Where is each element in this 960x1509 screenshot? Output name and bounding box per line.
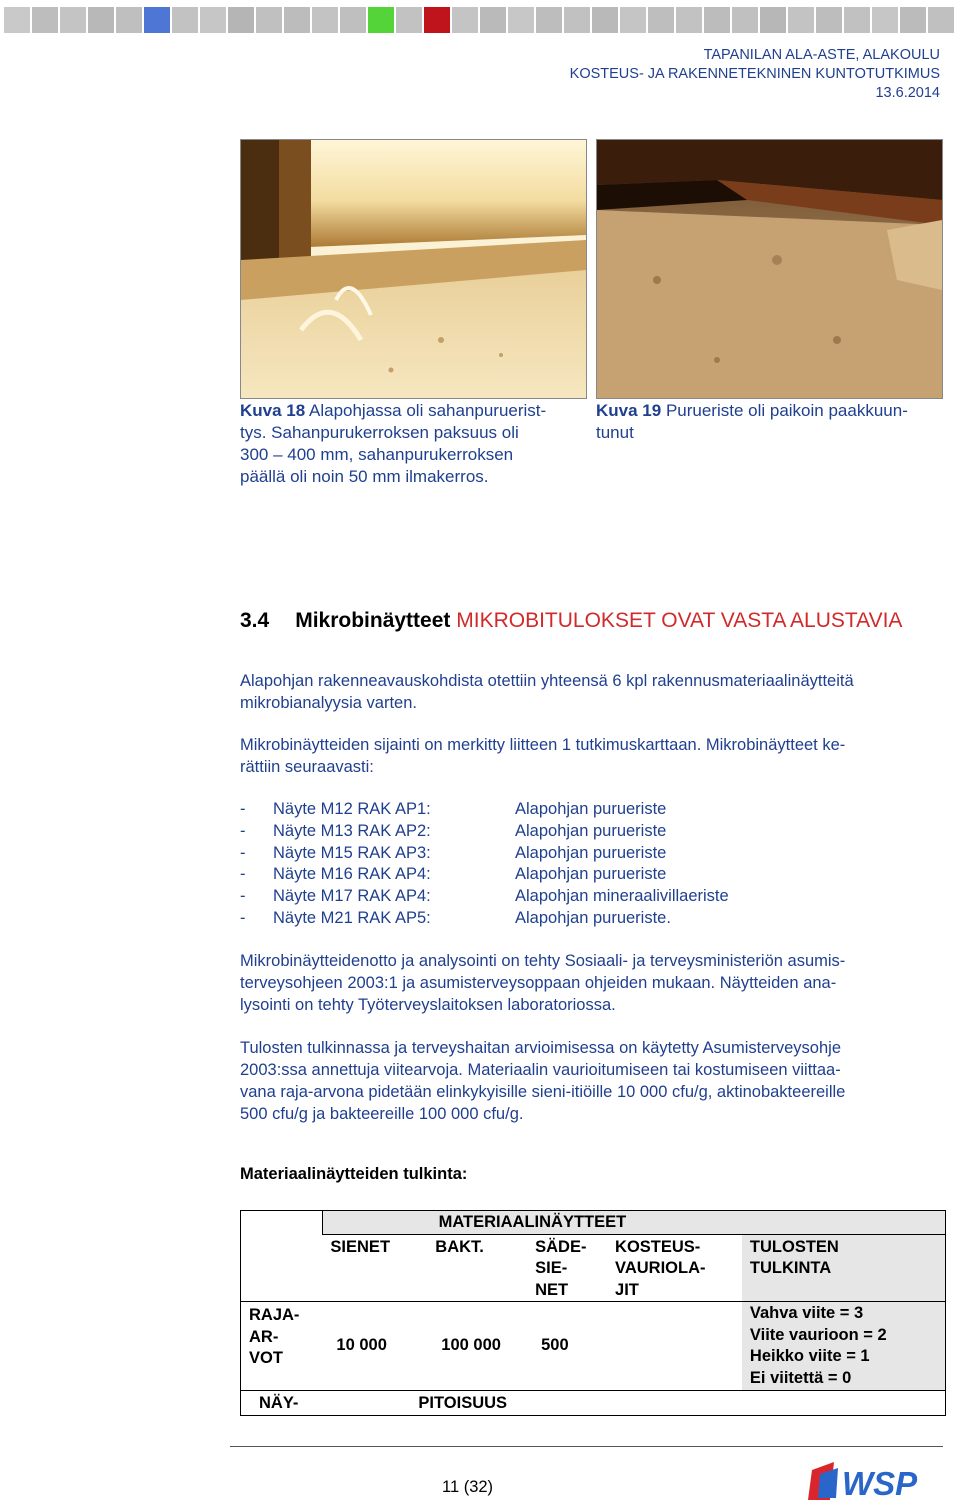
color-square	[228, 7, 254, 33]
list-item	[240, 821, 940, 843]
color-square	[900, 7, 926, 33]
table-row	[241, 1211, 946, 1235]
color-square	[872, 7, 898, 33]
sample-list	[240, 799, 940, 930]
sample-material: Alapohjan mineraalivillaeriste	[515, 887, 729, 906]
col-kosteus-line: JIT	[615, 1280, 639, 1299]
paragraph-line: rättiin seuraavasti:	[240, 758, 374, 776]
document-header	[570, 46, 940, 103]
figure-19-text-line-1: Purueriste oli paikoin paakkuun-	[665, 401, 908, 420]
list-dash: -	[240, 800, 246, 818]
figure-18-caption	[240, 400, 585, 488]
sample-label: Näyte M15 RAK AP3:	[273, 843, 431, 862]
row-nay: NÄY-	[241, 1391, 323, 1416]
table-cell	[607, 1302, 742, 1391]
raja-sade: 500	[527, 1302, 607, 1391]
col-sienet: SIENET	[330, 1237, 391, 1256]
interpretation-line: Viite vaurioon = 2	[749, 1325, 887, 1344]
list-item	[240, 864, 940, 886]
color-square	[732, 7, 758, 33]
raja-sienet: 10 000	[322, 1302, 427, 1391]
sample-material: Alapohjan purueriste.	[515, 908, 671, 927]
material-interpretation-table	[240, 1210, 946, 1416]
paragraph-line: vana raja-arvona pidetään elinkykyisille sieni-itiöille 10 000 cfu/g, aktinobakteereille	[240, 1083, 846, 1101]
sample-label: Näyte M13 RAK AP2:	[273, 821, 431, 840]
col-kosteus-line: VAURIOLA-	[615, 1259, 706, 1277]
row-raja	[241, 1302, 323, 1391]
color-square	[144, 7, 170, 33]
list-item	[240, 886, 940, 908]
footer-rule	[230, 1446, 943, 1447]
list-item	[240, 908, 940, 930]
paragraph-line: Alapohjan rakenneavauskohdista otettiin yhteensä 6 kpl rakennusmateriaalinäytteitä	[240, 672, 854, 690]
sample-material: Alapohjan purueriste	[515, 800, 667, 818]
row-raja-line: RAJA-	[249, 1306, 300, 1324]
col-kosteus	[607, 1234, 742, 1302]
interpretation-line: Ei viitettä = 0	[749, 1368, 852, 1387]
table-cell	[241, 1234, 323, 1302]
list-item	[240, 799, 940, 821]
col-sade	[527, 1234, 607, 1302]
sample-material: Alapohjan purueriste	[515, 865, 667, 884]
color-square	[256, 7, 282, 33]
figure-18-label: Kuva 18	[240, 401, 306, 420]
paragraph-line: 500 cfu/g ja bakteereille 100 000 cfu/g.	[240, 1105, 524, 1123]
paragraph-sample-locations	[240, 734, 945, 778]
table-subheading: Materiaalinäytteiden tulkinta:	[240, 1165, 468, 1183]
col-tulosten-line: TULOSTEN	[749, 1237, 839, 1256]
paragraph-line: Tulosten tulkinnassa ja terveyshaitan arvioimisessa on käytetty Asumisterveysohje	[240, 1039, 842, 1057]
section-warning: MIKROBITULOKSET OVAT VASTA ALUSTAVIA	[456, 609, 903, 632]
row-raja-line: VOT	[249, 1349, 283, 1367]
list-dash: -	[240, 887, 246, 906]
table-row	[241, 1234, 946, 1302]
color-square	[760, 7, 786, 33]
top-color-strip	[0, 0, 960, 40]
paragraph-line: lysointi on tehty Työterveyslaitoksen laboratoriossa.	[240, 996, 616, 1014]
color-square	[116, 7, 142, 33]
header-project: TAPANILAN ALA-ASTE, ALAKOULU	[703, 47, 940, 63]
color-square	[284, 7, 310, 33]
table-cell	[241, 1211, 323, 1235]
color-square	[788, 7, 814, 33]
table-header-materials: MATERIAALINÄYTTEET	[322, 1211, 741, 1235]
color-square	[368, 7, 394, 33]
raja-bakt: 100 000	[427, 1302, 527, 1391]
table-row	[241, 1391, 946, 1416]
paragraph-line: 2003:ssa annettuja viitearvoja. Materiaalin vaurioitumiseen tai kostumiseen viittaa-	[240, 1061, 841, 1079]
color-square	[340, 7, 366, 33]
sample-label: Näyte M21 RAK AP5:	[273, 908, 431, 927]
figure-19-label: Kuva 19	[596, 401, 662, 420]
list-dash: -	[240, 843, 246, 862]
col-tulosten	[742, 1234, 946, 1302]
sample-material: Alapohjan purueriste	[515, 843, 667, 862]
paragraph-samples-taken	[240, 670, 945, 714]
section-number: 3.4	[240, 609, 270, 632]
table-cell	[742, 1391, 946, 1416]
color-square	[424, 7, 450, 33]
color-square	[928, 7, 954, 33]
paragraph-line: Mikrobinäytteiden sijainti on merkitty liitteen 1 tutkimuskarttaan. Mikrobinäytteet ke-	[240, 736, 846, 754]
color-square	[200, 7, 226, 33]
color-square	[676, 7, 702, 33]
sample-label: Näyte M17 RAK AP4:	[273, 887, 431, 906]
list-dash: -	[240, 821, 246, 840]
col-bakt: BAKT.	[435, 1237, 484, 1256]
col-kosteus-line: KOSTEUS-	[615, 1237, 701, 1256]
figure-18-text-line-3: 300 – 400 mm, sahanpurukerroksen	[240, 445, 514, 464]
figure-19-text-line-2: tunut	[596, 423, 634, 442]
color-square	[480, 7, 506, 33]
color-square	[396, 7, 422, 33]
header-date: 13.6.2014	[875, 85, 940, 101]
photo-compacted-insulation	[596, 139, 943, 399]
paragraph-line: terveysohjeen 2003:1 ja asumisterveysoppaan ohjeiden mukaan. Näytteiden ana-	[240, 974, 837, 992]
color-square	[60, 7, 86, 33]
paragraph-line: mikrobianalyysia varten.	[240, 694, 417, 712]
color-square	[564, 7, 590, 33]
sample-label: Näyte M12 RAK AP1:	[273, 800, 431, 818]
color-square	[508, 7, 534, 33]
figure-18-text-line-2: tys. Sahanpurukerroksen paksuus oli	[240, 423, 519, 442]
figure-19-caption	[596, 400, 946, 444]
color-square	[844, 7, 870, 33]
logo-text: WSP	[842, 1465, 918, 1502]
interpretation-scale	[742, 1302, 946, 1391]
row-raja-line: AR-	[249, 1327, 279, 1346]
color-square	[620, 7, 646, 33]
header-report-type: KOSTEUS- JA RAKENNETEKNINEN KUNTOTUTKIMUS	[569, 66, 940, 82]
color-square	[704, 7, 730, 33]
page-number: 11 (32)	[442, 1478, 494, 1496]
sample-label: Näyte M16 RAK AP4:	[273, 865, 431, 884]
color-square	[536, 7, 562, 33]
col-sade-line: NET	[535, 1280, 569, 1299]
paragraph-analysis-method	[240, 950, 945, 1016]
color-square	[88, 7, 114, 33]
paragraph-reference-values	[240, 1037, 945, 1125]
interpretation-line: Vahva viite = 3	[749, 1304, 864, 1322]
sample-material: Alapohjan purueriste	[515, 821, 667, 840]
figure-18-text-line-4: päällä oli noin 50 mm ilmakerros.	[240, 467, 489, 486]
wsp-logo	[808, 1460, 938, 1504]
list-dash: -	[240, 908, 246, 927]
row-pitoisuus: PITOISUUS	[322, 1391, 741, 1416]
table-cell	[742, 1211, 946, 1235]
color-square	[32, 7, 58, 33]
interpretation-line: Heikko viite = 1	[749, 1347, 870, 1365]
section-heading	[240, 607, 930, 634]
col-tulosten-line: TULKINTA	[749, 1259, 832, 1277]
list-dash: -	[240, 865, 246, 884]
color-square	[172, 7, 198, 33]
col-sade-line: SIE-	[535, 1259, 568, 1277]
photo-sawdust-insulation	[240, 139, 587, 399]
table-row	[241, 1302, 946, 1391]
section-title: Mikrobinäytteet	[295, 609, 451, 632]
color-square	[452, 7, 478, 33]
color-square	[312, 7, 338, 33]
color-square	[592, 7, 618, 33]
color-square	[648, 7, 674, 33]
color-square	[816, 7, 842, 33]
list-item	[240, 843, 940, 865]
col-sade-line: SÄDE-	[535, 1237, 587, 1256]
figure-18-text-line-1: Alapohjassa oli sahanpuruerist-	[309, 401, 547, 420]
color-square	[4, 7, 30, 33]
paragraph-line: Mikrobinäytteidenotto ja analysointi on tehty Sosiaali- ja terveysministeriön asumis-	[240, 952, 846, 970]
